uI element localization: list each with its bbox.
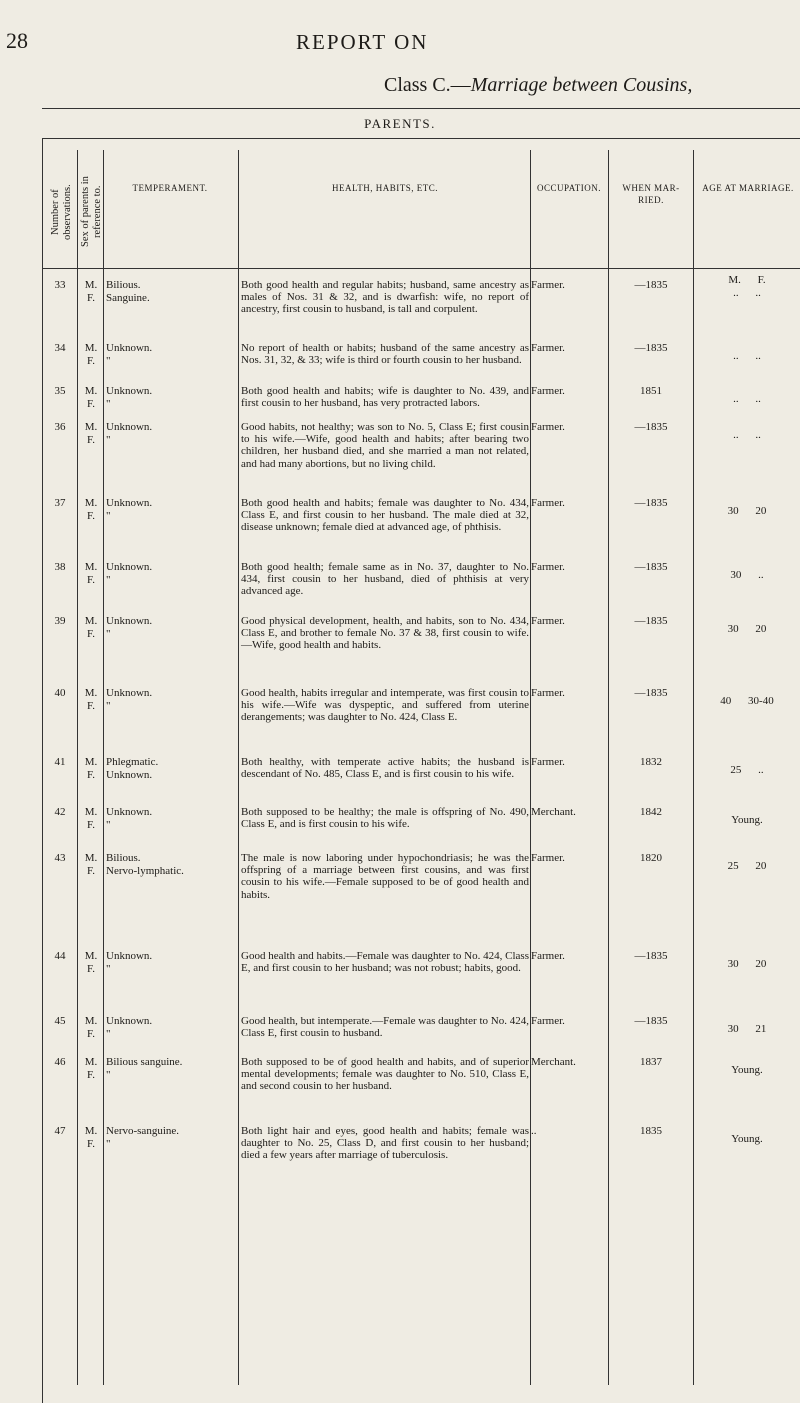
row-sex: M. F. — [84, 615, 98, 640]
row-occupation: Farmer. — [531, 279, 565, 291]
row-occupation: Farmer. — [531, 950, 565, 962]
row-sex: M. F. — [84, 421, 98, 446]
row-when-married: —1835 — [634, 279, 668, 291]
row-occupation: Farmer. — [531, 615, 565, 627]
row-health: Good habits, not healthy; was son to No. 5, Class E; first cousin to his wife.—Wife, good health and habits; after bearing two children, her husband died, and she married a man not related, and had many abortions, but no living child. — [241, 421, 529, 470]
row-number: 33 — [54, 279, 66, 291]
row-health: Both good health and regular habits; husband, same ancestry as males of Nos. 31 & 32, and is dwarfish: wife, no report of ancestry, first cousin to husband, is tall and corpulent. — [241, 279, 529, 316]
row-health: Both supposed to be healthy; the male is offspring of No. 490, Class E, and is first cousin to his wife. — [241, 806, 529, 831]
row-occupation: Farmer. — [531, 385, 565, 397]
row-number: 35 — [54, 385, 66, 397]
row-number: 42 — [54, 806, 66, 818]
row-health: Both light hair and eyes, good health and habits; female was daughter to No. 25, Class D, and first cousin to her husband; died a few years after marriage of tuberculosis. — [241, 1125, 529, 1162]
row-age: 30 20 — [727, 623, 767, 635]
row-health: No report of health or habits; husband of the same ancestry as Nos. 31, 32, & 33; wife is third or fourth cousin to her husband. — [241, 342, 529, 367]
row-age: Young. — [731, 1064, 763, 1076]
col-divider-5 — [608, 150, 609, 1385]
row-sex: M. F. — [84, 497, 98, 522]
row-temperament: Unknown. " — [106, 342, 153, 367]
row-number: 47 — [54, 1125, 66, 1137]
caption-italic: Marriage between Cousins, — [470, 74, 693, 96]
col-divider-6 — [693, 150, 694, 1385]
row-occupation: Merchant. — [531, 806, 576, 818]
row-health: Both good health and habits; wife is daughter to No. 439, and first cousin to her husband, has very protracted labors. — [241, 385, 529, 410]
row-temperament: Unknown. " — [106, 615, 153, 640]
caption-lead: Class C.— — [384, 74, 471, 96]
row-sex: M. F. — [84, 561, 98, 586]
running-title: REPORT ON — [296, 30, 429, 54]
row-number: 34 — [54, 342, 66, 354]
row-age: 30 .. — [730, 569, 764, 581]
row-when-married: —1835 — [634, 1015, 668, 1027]
row-number: 36 — [54, 421, 66, 433]
row-temperament: Unknown. " — [106, 497, 153, 522]
row-when-married: 1837 — [640, 1056, 662, 1068]
row-occupation: Farmer. — [531, 852, 565, 864]
header-age-sub: M. F. — [728, 274, 766, 286]
row-age: 25 20 — [727, 860, 767, 872]
row-temperament: Unknown. " — [106, 561, 153, 586]
row-age: 30 21 — [727, 1023, 767, 1035]
row-occupation: Farmer. — [531, 497, 565, 509]
row-temperament: Bilious. Sanguine. — [106, 279, 150, 304]
row-temperament: Phlegmatic. Unknown. — [106, 756, 159, 781]
row-when-married: —1835 — [634, 497, 668, 509]
row-when-married: —1835 — [634, 950, 668, 962]
row-sex: M. F. — [84, 852, 98, 877]
row-age: .. .. — [733, 429, 761, 441]
top-rule — [42, 108, 800, 109]
row-when-married: —1835 — [634, 421, 668, 433]
row-sex: M. F. — [84, 950, 98, 975]
row-number: 37 — [54, 497, 66, 509]
row-number: 44 — [54, 950, 66, 962]
row-sex: M. F. — [84, 1125, 98, 1150]
row-health: Good health and habits.—Female was daughter to No. 424, Class E, and first cousin to her husband; was not robust; habits, good. — [241, 950, 529, 975]
row-age: Young. — [731, 814, 763, 826]
row-health: The male is now laboring under hypochondriasis; he was the offspring of a marriage between first cousins, and was first cousin to his wife.—Female supposed to be of good health and habits. — [241, 852, 529, 901]
row-when-married: 1851 — [640, 385, 662, 397]
row-sex: M. F. — [84, 279, 98, 304]
row-occupation: Farmer. — [531, 687, 565, 699]
row-temperament: Bilious sanguine. " — [106, 1056, 183, 1081]
row-temperament: Nervo-sanguine. " — [106, 1125, 180, 1150]
row-occupation: Farmer. — [531, 342, 565, 354]
border-left — [42, 138, 43, 1403]
header-temperament: TEMPERAMENT. — [132, 183, 208, 193]
row-occupation: Farmer. — [531, 756, 565, 768]
row-sex: M. F. — [84, 385, 98, 410]
row-occupation: Merchant. — [531, 1056, 576, 1068]
col-divider-1 — [77, 150, 78, 1385]
header-rule — [42, 268, 800, 269]
row-health: Both supposed to be of good health and habits, and of superior mental developments; female was daughter to No. 510, Class E, and second cousin to her husband. — [241, 1056, 529, 1093]
row-temperament: Unknown. " — [106, 1015, 153, 1040]
row-sex: M. F. — [84, 1015, 98, 1040]
header-health: HEALTH, HABITS, ETC. — [332, 183, 438, 193]
row-number: 39 — [54, 615, 66, 627]
row-age: 25 .. — [730, 764, 764, 776]
table-caption — [384, 74, 692, 97]
row-number: 43 — [54, 852, 66, 864]
section-title: PARENTS. — [364, 116, 436, 131]
row-temperament: Bilious. Nervo-lymphatic. — [106, 852, 184, 877]
row-health: Both good health and habits; female was daughter to No. 434, Class E, and first cousin to her husband. The male died at 32, disease unknown; female died at advanced age, of phthisis. — [241, 497, 529, 534]
header-age: AGE AT MARRIAGE. — [702, 183, 794, 193]
row-age: 30 20 — [727, 505, 767, 517]
row-age: .. .. — [733, 287, 761, 299]
row-sex: M. F. — [84, 342, 98, 367]
row-number: 40 — [54, 687, 66, 699]
header-occupation: OCCUPATION. — [537, 183, 601, 193]
header-sex: Sex of parents in reference to. — [80, 176, 103, 248]
row-sex: M. F. — [84, 1056, 98, 1081]
row-when-married: —1835 — [634, 615, 668, 627]
row-when-married: 1842 — [640, 806, 662, 818]
section-rule — [42, 138, 800, 139]
row-age: 40 30-40 — [720, 695, 774, 707]
row-temperament: Unknown. " — [106, 950, 153, 975]
col-divider-2 — [103, 150, 104, 1385]
row-age: .. .. — [733, 350, 761, 362]
row-occupation: Farmer. — [531, 1015, 565, 1027]
row-when-married: —1835 — [634, 342, 668, 354]
row-number: 38 — [54, 561, 66, 573]
row-health: Both healthy, with temperate active habits; the husband is descendant of No. 485, Class E, and is first cousin to his wife. — [241, 756, 529, 781]
page-number: 28 — [6, 28, 28, 53]
row-number: 46 — [54, 1056, 66, 1068]
row-sex: M. F. — [84, 806, 98, 831]
row-occupation: .. — [531, 1125, 537, 1137]
row-temperament: Unknown. " — [106, 385, 153, 410]
row-sex: M. F. — [84, 687, 98, 712]
row-occupation: Farmer. — [531, 421, 565, 433]
row-temperament: Unknown. " — [106, 806, 153, 831]
row-when-married: 1835 — [640, 1125, 662, 1137]
row-when-married: —1835 — [634, 561, 668, 573]
row-when-married: —1835 — [634, 687, 668, 699]
row-number: 41 — [54, 756, 66, 768]
row-age: 30 20 — [727, 958, 767, 970]
row-health: Good health, habits irregular and intemperate, was first cousin to his wife.—Wife was dyspeptic, and suffered from uterine derangements; was daughter to No. 424, Class E. — [241, 687, 529, 724]
row-age: .. .. — [733, 393, 761, 405]
header-number: Number of observations. — [50, 184, 73, 240]
row-temperament: Unknown. " — [106, 687, 153, 712]
row-sex: M. F. — [84, 756, 98, 781]
row-occupation: Farmer. — [531, 561, 565, 573]
row-temperament: Unknown. " — [106, 421, 153, 446]
row-number: 45 — [54, 1015, 66, 1027]
row-health: Good health, but intemperate.—Female was daughter to No. 424, Class E, first cousin to husband. — [241, 1015, 529, 1040]
row-health: Good physical development, health, and habits, son to No. 434, Class E, and brother to female No. 37 & 38, first cousin to wife.—Wife, good health and habits. — [241, 615, 529, 652]
row-health: Both good health; female same as in No. 37, daughter to No. 434, first cousin to her husband, died of phthisis at very advanced age. — [241, 561, 529, 598]
row-when-married: 1832 — [640, 756, 662, 768]
row-when-married: 1820 — [640, 852, 662, 864]
row-age: Young. — [731, 1133, 763, 1145]
header-when-married: WHEN MAR-RIED. — [622, 183, 680, 205]
